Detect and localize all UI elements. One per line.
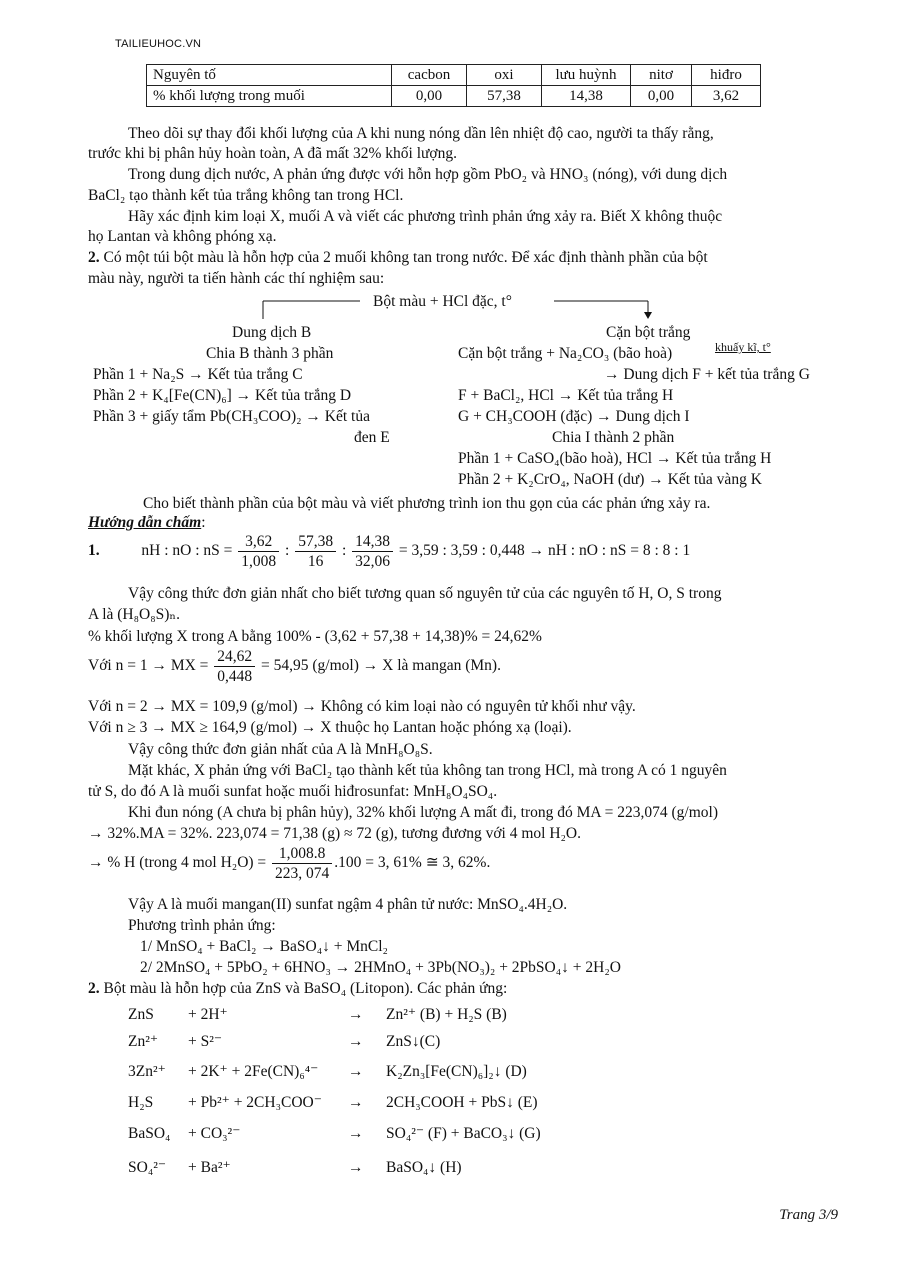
solution-line: → 32%.MA = 32%. 223,074 = 71,38 (g) ≈ 72 (g), tương đương với 4 mol H₂O. xyxy=(88,825,581,842)
ion-reaction-col2: + Pb²⁺ + 2CH₃COO⁻ xyxy=(188,1094,322,1111)
table-row xyxy=(147,86,761,107)
solution-line: Phương trình phản ứng: xyxy=(128,917,276,934)
question-ask: Cho biết thành phần của bột màu và viết phương trình ion thu gọn của các phản ứng xảy ra. xyxy=(143,495,711,512)
mass-equation: Với n = 1 → MX = $\frac{24,62}{0,448}$ = 54,95 (g/mol) → X là mangan (Mn). xyxy=(88,648,501,685)
ion-reaction-col2: + 2K⁺ + 2Fe(CN)₆⁴⁻ xyxy=(188,1063,319,1080)
solution-line: Khi đun nóng (A chưa bị phân hủy), 32% khối lượng A mất đi, trong đó MA = 223,074 (g/mol) xyxy=(128,804,718,821)
fraction: $\frac{14,38}{32,06}$ xyxy=(352,532,393,571)
scheme-right: G + CH₃COOH (đặc) → Dung dịch I xyxy=(458,408,690,425)
hydrogen-equation: → % H (trong 4 mol H₂O) = $\frac{1,008.8}{223, 074}$ .100 = 3, 61% ≅ 3, 62%. xyxy=(88,845,491,882)
paragraph-line: Trong dung dịch nước, A phản ứng được với hỗn hợp gồm PbO₂ và HNO₃ (nóng), với dung dịch xyxy=(128,166,728,183)
scheme-right: F + BaCl₂, HCl → Kết tủa trắng H xyxy=(458,387,674,404)
paragraph-line: Theo dõi sự thay đổi khối lượng của A khi nung nóng dần lên nhiệt độ cao, người ta thấy rằng, xyxy=(128,125,714,142)
table-cell: Nguyên tố xyxy=(147,65,392,86)
ion-reaction-arrow: → xyxy=(348,1159,364,1176)
ion-reaction-col2: + 2H⁺ xyxy=(188,1006,228,1023)
page-number: Trang 3/9 xyxy=(779,1207,838,1223)
question-2-line: 2. Có một túi bột màu là hỗn hợp của 2 muối không tan trong nước. Để xác định thành phần của bột xyxy=(88,249,708,266)
table-cell: nitơ xyxy=(631,65,692,86)
guide-heading: Hướng dẫn chấm: xyxy=(88,514,206,531)
table-cell: 14,38 xyxy=(542,86,631,107)
fraction: $\frac{3,62}{1,008}$ xyxy=(238,532,279,571)
ion-reaction-col4: K₂Zn₃[Fe(CN)₆]₂↓ (D) xyxy=(386,1063,527,1080)
solution-line: A là (H₈O₈S)ₙ. xyxy=(88,606,180,623)
ion-reaction-col1: BaSO₄ xyxy=(128,1125,171,1142)
ion-reaction-col4: Zn²⁺ (B) + H₂S (B) xyxy=(386,1006,507,1023)
ion-reaction-col1: H₂S xyxy=(128,1094,154,1111)
paragraph-line: Hãy xác định kim loại X, muối A và viết các phương trình phản ứng xảy ra. Biết X không thuộc xyxy=(128,208,723,225)
table-cell: 3,62 xyxy=(692,86,761,107)
fraction: $\frac{57,38}{16}$ xyxy=(295,532,336,571)
ion-reaction-col1: ZnS xyxy=(128,1006,154,1023)
ion-reaction-arrow: → xyxy=(348,1094,364,1111)
solution-2-intro: 2. Bột màu là hỗn hợp của ZnS và BaSO₄ (Litopon). Các phản ứng: xyxy=(88,980,508,997)
ion-reaction-col4: BaSO₄↓ (H) xyxy=(386,1159,462,1176)
table-cell: lưu huỳnh xyxy=(542,65,631,86)
ion-reaction-col1: SO₄²⁻ xyxy=(128,1159,167,1176)
ion-reaction-col4: SO₄²⁻ (F) + BaCO₃↓ (G) xyxy=(386,1125,541,1142)
scheme-left: Phần 1 + Na₂S → Kết tủa trắng C xyxy=(93,366,303,383)
reaction-line: 2/ 2MnSO₄ + 5PbO₂ + 6HNO₃ → 2HMnO₄ + 3Pb(NO₃)₂ + 2PbSO₄↓ + 2H₂O xyxy=(140,959,621,976)
fraction: $\frac{1,008.8}{223, 074}$ xyxy=(272,844,332,883)
paragraph-line: màu này, người ta tiến hành các thí nghiệm sau: xyxy=(88,270,385,287)
table-row xyxy=(147,65,761,86)
ion-reaction-col2: + S²⁻ xyxy=(188,1033,223,1050)
solution-line: % khối lượng X trong A bằng 100% - (3,62 + 57,38 + 14,38)% = 24,62% xyxy=(88,628,542,645)
ion-reaction-col2: + CO₃²⁻ xyxy=(188,1125,241,1142)
scheme-left: Phần 2 + K₄[Fe(CN)₆] → Kết tủa trắng D xyxy=(93,387,352,404)
site-header: TAILIEUHOC.VN xyxy=(115,38,202,50)
scheme-right: Phần 1 + CaSO₄(bão hoà), HCl → Kết tủa trắng H xyxy=(458,450,772,467)
table-cell: 57,38 xyxy=(467,86,542,107)
paragraph-line: trước khi bị phân hủy hoàn toàn, A đã mất 32% khối lượng. xyxy=(88,145,457,162)
scheme-left: Phần 3 + giấy tẩm Pb(CH₃COO)₂ → Kết tủa xyxy=(93,408,370,425)
solution-line: tử S, do đó A là muối sunfat hoặc muối hiđrosunfat: MnH₈O₄SO₄. xyxy=(88,783,498,800)
scheme-right: Cặn bột trắng + Na₂CO₃ (bão hoà) xyxy=(458,345,673,362)
ion-reaction-col4: ZnS↓(C) xyxy=(386,1033,441,1050)
ion-reaction-col2: + Ba²⁺ xyxy=(188,1159,231,1176)
table-cell: cacbon xyxy=(392,65,467,86)
scheme-right: → Dung dịch F + kết tủa trắng G xyxy=(604,366,810,383)
table-cell: 0,00 xyxy=(631,86,692,107)
table-cell: 0,00 xyxy=(392,86,467,107)
scheme-left: Dung dịch B xyxy=(232,324,312,341)
fraction: $\frac{24,62}{0,448}$ xyxy=(214,647,255,686)
paragraph-line: BaCl₂ tạo thành kết tủa trắng không tan trong HCl. xyxy=(88,187,404,204)
reaction-line: 1/ MnSO₄ + BaCl₂ → BaSO₄↓ + MnCl₂ xyxy=(140,938,388,955)
paragraph-line: họ Lantan và không phóng xạ. xyxy=(88,228,277,245)
ion-reaction-arrow: → xyxy=(348,1006,364,1023)
solution-line: Với n ≥ 3 → MX ≥ 164,9 (g/mol) → X thuộc họ Lantan hoặc phóng xạ (loại). xyxy=(88,719,572,736)
solution-line: Vậy công thức đơn giản nhất của A là MnH₈O₈S. xyxy=(128,741,433,758)
scheme-left: Chia B thành 3 phần xyxy=(206,345,334,362)
solution-line: Vậy A là muối mangan(II) sunfat ngậm 4 phân tử nước: MnSO₄.4H₂O. xyxy=(128,896,568,913)
ion-reaction-arrow: → xyxy=(348,1125,364,1142)
solution-line: Với n = 2 → MX = 109,9 (g/mol) → Không có kim loại nào có nguyên tử khối như vậy. xyxy=(88,698,636,715)
ion-reaction-col4: 2CH₃COOH + PbS↓ (E) xyxy=(386,1094,538,1111)
ion-reaction-col1: 3Zn²⁺ xyxy=(128,1063,166,1080)
table-cell: % khối lượng trong muối xyxy=(147,86,392,107)
ratio-equation: 1. nH : nO : nS = $\frac{3,62}{1,008}$ : $\frac{57,38}{16}$ : $\frac{14,38}{32,06}$ = 3,59 : 3,59 : 0,448 → nH : nO : nS = 8 : 8 : 1 xyxy=(88,533,691,570)
scheme-right: Phần 2 + K₂CrO₄, NaOH (dư) → Kết tủa vàng K xyxy=(458,471,762,488)
solution-line: Mặt khác, X phản ứng với BaCl₂ tạo thành kết tủa không tan trong HCl, mà trong A có 1 nguyên xyxy=(128,762,727,779)
element-table xyxy=(146,64,761,107)
table-cell: hiđro xyxy=(692,65,761,86)
ion-reaction-arrow: → xyxy=(348,1033,364,1050)
ion-reaction-arrow: → xyxy=(348,1063,364,1080)
scheme-left: đen E xyxy=(354,429,390,446)
scheme-right: Cặn bột trắng xyxy=(606,324,691,341)
ion-reaction-col1: Zn²⁺ xyxy=(128,1033,159,1050)
table-cell: oxi xyxy=(467,65,542,86)
scheme-top: Bột màu + HCl đặc, t° xyxy=(373,293,512,310)
scheme-right: khuấy kĩ, t° xyxy=(715,340,771,354)
scheme-right: Chia I thành 2 phần xyxy=(552,429,675,446)
solution-line: Vậy công thức đơn giản nhất cho biết tương quan số nguyên tử của các nguyên tố H, O, S trong xyxy=(128,585,722,602)
